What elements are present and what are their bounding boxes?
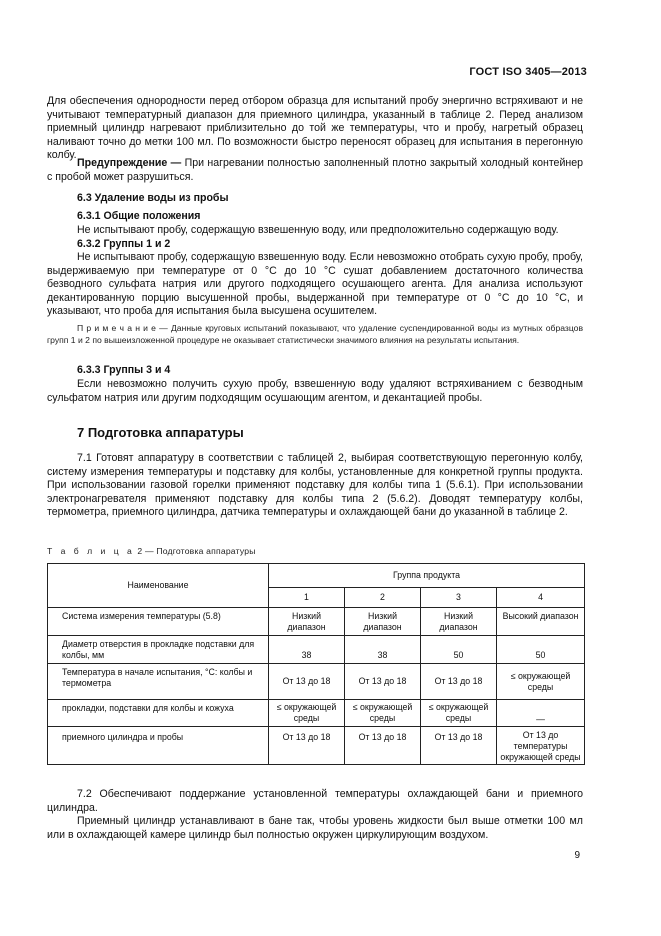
paragraph-6-3-3: Если невозможно получить сухую пробу, взвешенную воду удаляют встряхиванием с безводным сульфатом натрия или другим подходящим осушающим агентом, и декантацией пробы. xyxy=(47,378,583,404)
note-label: П р и м е ч а н и е xyxy=(77,323,156,333)
document-header: ГОСТ ISO 3405—2013 xyxy=(469,66,587,78)
table-cell: От 13 до 18 xyxy=(345,664,421,700)
paragraph-7-2: 7.2 Обеспечивают поддержание установленной температуры охлаждающей бани и приемного цилиндра. xyxy=(47,788,583,814)
table-cell: ≤ окружающей среды xyxy=(269,700,345,727)
group-number: 4 xyxy=(497,588,585,608)
table-cell: ≤ окружающей среды xyxy=(345,700,421,727)
heading-6-3: 6.3 Удаление воды из пробы xyxy=(77,192,229,204)
table-cell: 38 xyxy=(345,636,421,664)
table-cell: От 13 до 18 xyxy=(345,727,421,765)
group-number: 3 xyxy=(421,588,497,608)
equipment-table xyxy=(47,563,585,765)
table-cell: ≤ окружающей среды xyxy=(421,700,497,727)
header-name-cell: Наименование xyxy=(48,564,269,608)
heading-6-3-3: 6.3.3 Группы 3 и 4 xyxy=(77,364,171,376)
paragraph-6-3-2: Не испытывают пробу, содержащую взвешенную воду. Если невозможно отобрать сухую пробу, пробу, выдерживаемую при температуре от 0 °C до 10 °C сушат добавлением достаточного количества безводного сульфата натрия или другого подходящего осушающего агента. Для анализа используют декантированную порцию высушенной пробы, выдержанной при температуре от 0 °C до 10 °C, и указывают, что проба для испытания была высушена осушителем. xyxy=(47,251,583,318)
table-cell: От 13 до 18 xyxy=(421,727,497,765)
paragraph-sample-homogeneity: Для обеспечения однородности перед отбором образца для испытаний пробу энергично встряхивают и не учитывают температурный диапазон для приемного цилиндра, указанный в таблице 2. Перед анализом приемный цилиндр нагревают приблизительно до той же температуры, что и пробу, нагретый образец наливают точно до метки 100 мл. По возможности быстро переносят образец для испытания в перегонную колбу. xyxy=(47,95,583,162)
table-cell: Низкий диапазон xyxy=(269,608,345,636)
table-cell: 50 xyxy=(497,636,585,664)
table-cell: Низкий диапазон xyxy=(421,608,497,636)
section-7-heading: 7 Подготовка аппаратуры xyxy=(77,425,244,440)
table-cell: Низкий диапазон xyxy=(345,608,421,636)
heading-6-3-1: 6.3.1 Общие положения xyxy=(77,210,201,222)
paragraph-7-2-cylinder: Приемный цилиндр устанавливают в бане так, чтобы уровень жидкости был выше отметки 100 мл или в охлаждающей камере цилиндр был полностью окружен циркулирующим воздухом. xyxy=(47,815,583,841)
table-row xyxy=(48,700,585,727)
paragraph-6-3-1: Не испытывают пробу, содержащую взвешенную воду, или предположительно содержащую воду. xyxy=(77,224,559,236)
row-name: Температура в начале испытания, °С: колбы и термометра xyxy=(48,664,269,700)
warning-text: При нагревании полностью заполненный плотно закрытый холодный контейнер с пробой может разрушиться. xyxy=(47,157,583,183)
group-number: 2 xyxy=(345,588,421,608)
table-cell: 38 xyxy=(269,636,345,664)
table-cell: Высокий диапазон xyxy=(497,608,585,636)
paragraph-7-1: 7.1 Готовят аппаратуру в соответствии с таблицей 2, выбирая соответствующую перегонную колбу, систему измерения температуры и подставку для колбы, установленные для конкретной группы продукта. При использовании газовой горелки применяют подставку для колбы типа 1 (5.6.1). При использовании электронагревателя применяют подставку для колбы типа 2 (5.6.2). Доводят температуру колбы, термометра, приемного цилиндра, датчика температуры и охлаждающей бани до указанной в таблице 2. xyxy=(47,452,583,519)
page-number: 9 xyxy=(574,850,580,861)
table-caption-text: 2 — Подготовка аппаратуры xyxy=(137,546,256,556)
table-cell: От 13 до температуры окружающей среды xyxy=(497,727,585,765)
table-row xyxy=(48,636,585,664)
table-row xyxy=(48,608,585,636)
note-text: — Данные круговых испытаний показывают, что удаление суспендированной воды из мутных образцов групп 1 и 2 по вышеизложенной процедуре не оказывает статистически значимого влияния на результаты испытания. xyxy=(47,323,584,345)
row-name: Диаметр отверстия в прокладке подставки для колбы, мм xyxy=(48,636,269,664)
table-cell: От 13 до 18 xyxy=(269,727,345,765)
table-cell: ≤ окружающей среды xyxy=(497,664,585,700)
heading-6-3-2: 6.3.2 Группы 1 и 2 xyxy=(77,238,171,250)
warning-label: Предупреждение — xyxy=(77,157,182,169)
header-group-cell: Группа продукта xyxy=(269,564,585,588)
row-name: приемного цилиндра и пробы xyxy=(48,727,269,765)
note-paragraph xyxy=(47,322,583,346)
table-row xyxy=(48,727,585,765)
table-caption xyxy=(47,546,256,556)
row-name: прокладки, подставки для колбы и кожуха xyxy=(48,700,269,727)
group-number: 1 xyxy=(269,588,345,608)
warning-paragraph xyxy=(47,157,583,184)
table-row xyxy=(48,664,585,700)
table-cell: 50 xyxy=(421,636,497,664)
table-cell: От 13 до 18 xyxy=(269,664,345,700)
table-header-row xyxy=(48,564,585,588)
table-caption-label: Т а б л и ц а xyxy=(47,546,135,556)
row-name: Система измерения температуры (5.8) xyxy=(48,608,269,636)
table-cell: — xyxy=(497,700,585,727)
table-cell: От 13 до 18 xyxy=(421,664,497,700)
